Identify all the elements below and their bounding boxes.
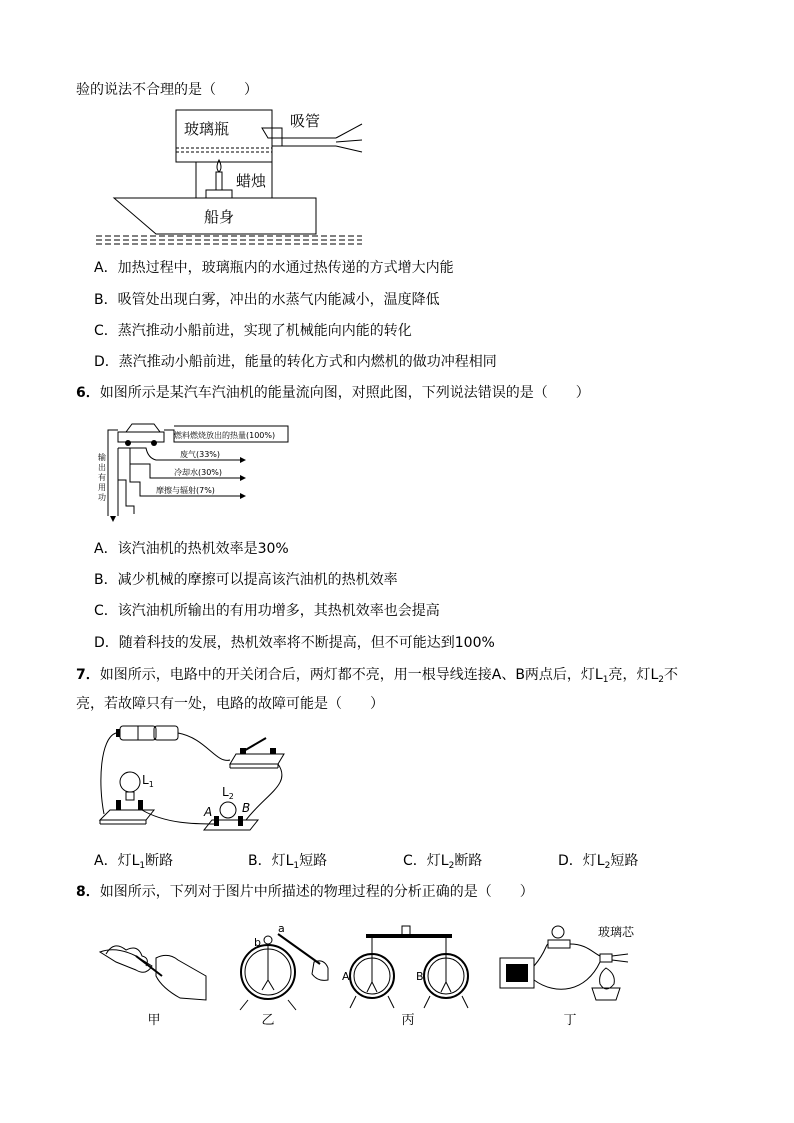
q7-number: 7． bbox=[76, 667, 100, 683]
point-a-label: A bbox=[204, 805, 213, 819]
label-A: A bbox=[342, 970, 350, 983]
candle-label: 蜡烛 bbox=[236, 172, 267, 190]
figure-yi-label: 乙 bbox=[261, 1013, 275, 1028]
q7-option-b: B．灯$L_1$短路 bbox=[248, 853, 328, 871]
friction-label: 摩擦与辐射(7%) bbox=[156, 486, 215, 495]
cooling-label: 冷却水(30%) bbox=[174, 468, 223, 477]
fuel-label: 燃料燃烧放出的热量(100%) bbox=[174, 431, 276, 440]
q7-option-c: C．灯$L_2$断路 bbox=[403, 853, 483, 871]
q7-option-d: D．灯$L_2$短路 bbox=[558, 853, 639, 871]
figure-bing-two-electroscopes bbox=[342, 922, 472, 1028]
q5-option-a: A．加热过程中，玻璃瓶内的水通过热传递的方式增大内能 bbox=[94, 260, 454, 276]
figure-ding-label: 丁 bbox=[563, 1013, 577, 1028]
q7-stem-b: 亮，灯L bbox=[608, 667, 659, 683]
q7-circuit-figure bbox=[96, 724, 296, 830]
point-b-label: B bbox=[242, 801, 251, 815]
label-B: B bbox=[416, 970, 424, 983]
svg-text:输: 输 bbox=[98, 453, 106, 462]
straw-label: 吸管 bbox=[290, 112, 321, 130]
output-work-label bbox=[98, 452, 106, 502]
figure-ding-glass-core-circuit bbox=[496, 922, 646, 1028]
q8-stem bbox=[76, 882, 534, 902]
q5-option-c: C．蒸汽推动小船前进，实现了机械能向内能的转化 bbox=[94, 323, 412, 339]
q5-option-b: B．吸管处出现白雾，冲出的水蒸气内能减小，温度降低 bbox=[94, 292, 440, 308]
car-icon bbox=[118, 424, 164, 446]
hull-label: 船身 bbox=[204, 208, 235, 226]
q6-number: 6． bbox=[76, 385, 100, 401]
svg-text:用: 用 bbox=[98, 483, 106, 492]
battery-icon bbox=[116, 726, 178, 740]
label-b: b bbox=[254, 936, 261, 949]
q6-stem-text: 如图所示是某汽车汽油机的能量流向图，对照此图，下列说法错误的是（ ） bbox=[99, 385, 590, 401]
q6-option-a: A．该汽油机的热机效率是30% bbox=[94, 541, 289, 557]
label-a: a bbox=[278, 922, 285, 935]
figure-jia-rubbing bbox=[96, 926, 214, 1028]
bottle-label: 玻璃瓶 bbox=[184, 120, 230, 138]
figure-jia-label: 甲 bbox=[147, 1013, 161, 1028]
q7-stem-a-sub: 1 bbox=[602, 675, 609, 685]
q5-steam-boat-figure bbox=[96, 102, 376, 252]
q6-option-d: D．随着科技的发展，热机效率将不断提高，但不可能达到100% bbox=[94, 635, 495, 651]
q8-stem-text: 如图所示，下列对于图片中所描述的物理过程的分析正确的是（ ） bbox=[99, 884, 534, 900]
svg-text:出: 出 bbox=[98, 463, 106, 472]
q6-energy-flow-figure bbox=[100, 420, 300, 530]
q7-option-a: A．灯$L_1$断路 bbox=[94, 853, 174, 871]
q7-stem-line2: 亮，若故障只有一处，电路的故障可能是（ ） bbox=[76, 696, 384, 712]
q6-option-c: C．该汽油机所输出的有用功增多，其热机效率也会提高 bbox=[94, 603, 440, 619]
q7-stem-c: 不 bbox=[664, 667, 679, 683]
figure-yi-electroscope bbox=[228, 922, 338, 1028]
glass-core-label: 玻璃芯 bbox=[598, 925, 635, 939]
switch-icon bbox=[230, 738, 284, 768]
q5-option-d: D．蒸汽推动小船前进，能量的转化方式和内燃机的做功冲程相同 bbox=[94, 354, 497, 370]
figure-bing-label: 丙 bbox=[401, 1013, 415, 1028]
svg-text:有: 有 bbox=[98, 473, 106, 482]
q6-stem bbox=[76, 383, 590, 403]
q8-number: 8． bbox=[76, 884, 100, 900]
q7-stem-line1 bbox=[76, 665, 678, 690]
q7-stem-b-sub: 2 bbox=[658, 675, 665, 685]
exhaust-label: 废气(33%) bbox=[180, 450, 221, 459]
q6-option-b: B．减少机械的摩擦可以提高该汽油机的热机效率 bbox=[94, 572, 398, 588]
q5-stem: 验的说法不合理的是（ ） bbox=[76, 82, 258, 98]
svg-text:功: 功 bbox=[98, 493, 106, 502]
l2-label: $L_2$ bbox=[222, 785, 234, 801]
q7-stem-a: 如图所示，电路中的开关闭合后，两灯都不亮，用一根导线连接A、B两点后，灯L bbox=[99, 667, 603, 683]
l1-label: $L_1$ bbox=[142, 773, 154, 789]
